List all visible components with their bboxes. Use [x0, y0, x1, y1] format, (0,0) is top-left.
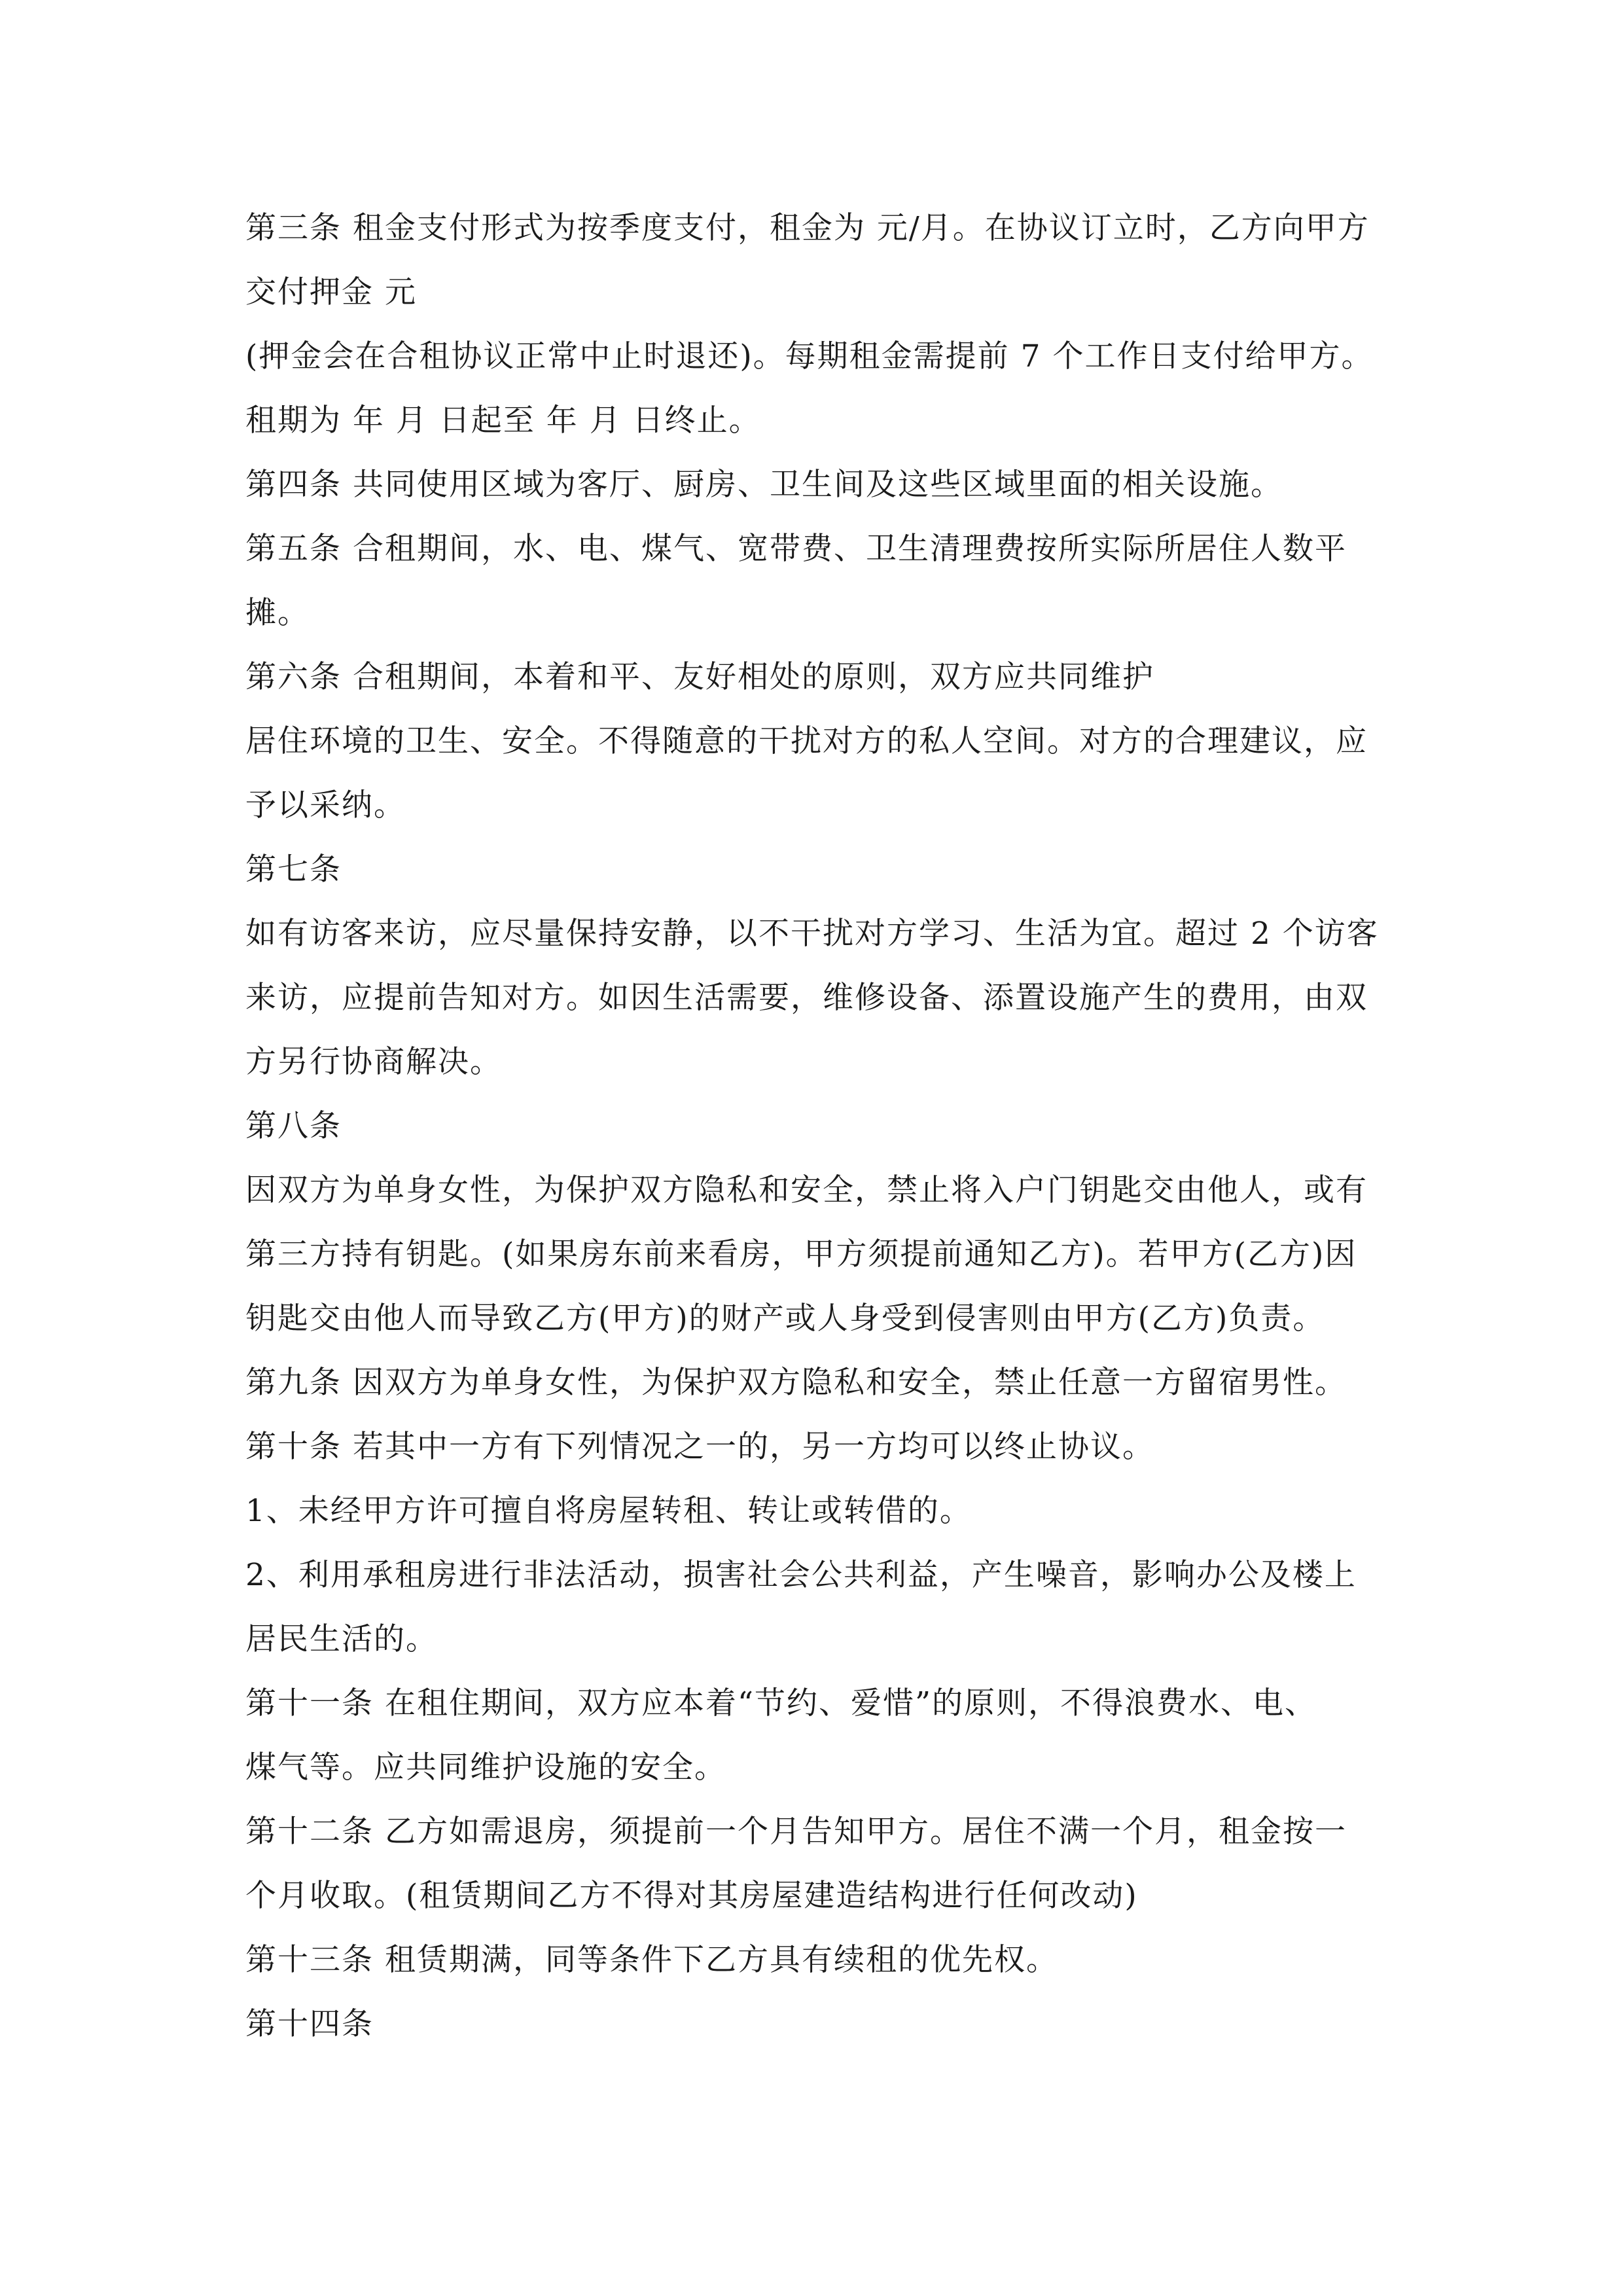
text-line: 煤气等。应共同维护设施的安全。	[245, 1749, 726, 1785]
text-line: 第十四条	[245, 2006, 374, 2042]
text-line: 予以采纳。	[245, 787, 406, 823]
text-line: 第七条	[245, 852, 342, 888]
text-line: 居住环境的卫生、安全。不得随意的干扰对方的私人空间。对方的合理建议，应	[245, 723, 1368, 759]
text-line: 2、利用承租房进行非法活动，损害社会公共利益，产生噪音，影响办公及楼上	[245, 1557, 1357, 1593]
text-line: 第六条 合租期间，本着和平、友好相处的原则，双方应共同维护	[245, 659, 1154, 695]
text-line: 第十条 若其中一方有下列情况之一的，另一方均可以终止协议。	[245, 1429, 1154, 1465]
contract-body	[245, 196, 1384, 2056]
text-line: 第五条 合租期间，水、电、煤气、宽带费、卫生清理费按所实际所居住人数平	[245, 531, 1347, 567]
text-line: 第十三条 租赁期满，同等条件下乙方具有续租的优先权。	[245, 1942, 1058, 1978]
text-line: 租期为 年 月 日起至 年 月 日终止。	[245, 403, 761, 439]
text-line: 个月收取。(租赁期间乙方不得对其房屋建造结构进行任何改动)	[245, 1878, 1138, 1914]
text-line: 第三条 租金支付形式为按季度支付，租金为 元/月。在协议订立时，乙方向甲方	[245, 210, 1370, 246]
text-line: 第九条 因双方为单身女性，为保护双方隐私和安全，禁止任意一方留宿男性。	[245, 1365, 1347, 1401]
text-line: 第十二条 乙方如需退房，须提前一个月告知甲方。居住不满一个月，租金按一	[245, 1814, 1347, 1850]
text-line: 来访，应提前告知对方。如因生活需要，维修设备、添置设施产生的费用，由双	[245, 980, 1368, 1016]
text-line: 第八条	[245, 1108, 342, 1144]
text-line: 第十一条 在租住期间，双方应本着“节约、爱惜”的原则，不得浪费水、电、	[245, 1685, 1317, 1721]
text-line: (押金会在合租协议正常中止时退还)。每期租金需提前 7 个工作日支付给甲方。	[245, 338, 1374, 374]
text-line: 第三方持有钥匙。(如果房东前来看房，甲方须提前通知乙方)。若甲方(乙方)因	[245, 1236, 1357, 1272]
text-line: 居民生活的。	[245, 1621, 438, 1657]
text-line: 摊。	[245, 595, 310, 631]
text-line: 钥匙交由他人而导致乙方(甲方)的财产或人身受到侵害则由甲方(乙方)负责。	[245, 1300, 1325, 1336]
text-line: 第四条 共同使用区域为客厅、厨房、卫生间及这些区域里面的相关设施。	[245, 467, 1283, 503]
text-line: 交付押金 元	[245, 274, 417, 310]
text-line: 方另行协商解决。	[245, 1044, 502, 1080]
text-line: 1、未经甲方许可擅自将房屋转租、转让或转借的。	[245, 1493, 972, 1529]
text-line: 因双方为单身女性，为保护双方隐私和安全，禁止将入户门钥匙交由他人，或有	[245, 1172, 1368, 1208]
text-line: 如有访客来访，应尽量保持安静，以不干扰对方学习、生活为宜。超过 2 个访客	[245, 916, 1379, 952]
